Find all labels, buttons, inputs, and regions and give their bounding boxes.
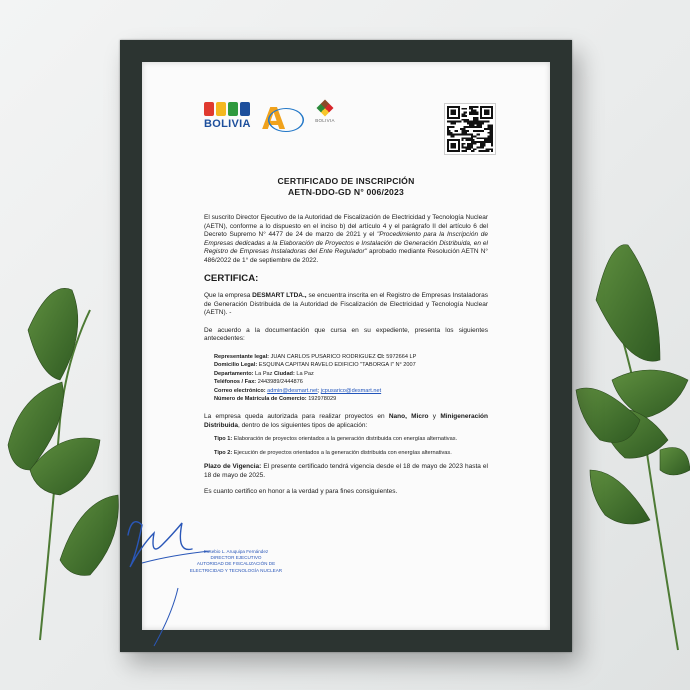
signer-org-2: ELECTRICIDAD Y TECNOLOGÍA NUCLEAR <box>189 567 283 573</box>
department-row: Departamento: La Paz Ciudad: La Paz <box>214 370 314 377</box>
signer-role: DIRECTOR EJECUTIVO <box>210 555 262 561</box>
intro-paragraph: El suscrito Director Ejecutivo de la Autoridad de Fiscalización de Electricidad y Tecnología Nuclear (AETN), conforme a lo dispuesto en el inciso b) del artículo 4 y el parágrafo II del artículo 6 del Decreto Supremo N° 4477 de 24 de marzo de 2021 y el "Procedimiento para la Inscripción de Empresas dedicadas a la Elaboración de Proyectos e Instalación de Generación Distribuida, en el Registro de Empresas Instaladoras del Ente Regulador" aprobado mediante Resolución AETN N° 486/2022 de 1° de septiembre de 2022. <box>204 214 488 264</box>
signer-org-1: AUTORIDAD DE FISCALIZACIÓN DE <box>196 561 276 567</box>
company-name: DESMART LTDA., <box>252 292 307 299</box>
phone-row: Teléfonos / Fax: 2443989/2444876 <box>214 379 303 386</box>
application-types <box>204 436 488 457</box>
documentation-paragraph: De acuerdo a la documentación que cursa en su expediente, presenta los siguientes antecedentes: <box>204 326 488 342</box>
company-details <box>204 353 488 405</box>
closing-paragraph: Es cuanto certifico en honor a la verdad y para fines consiguientes. <box>204 488 398 496</box>
signer-name: Eusebio L. Aruquipa Fernández <box>203 549 269 554</box>
bicentenario-logo <box>310 102 340 123</box>
tipo-2-row: Tipo 2: Ejecución de proyectos orientados a la generación distribuida con energías alternativas. <box>214 449 452 456</box>
bolivia-logo <box>204 102 256 130</box>
left-branch <box>8 288 118 640</box>
aetn-logo: A <box>260 102 300 138</box>
certificate-number: AETN-DDO-GD N° 006/2023 <box>288 187 404 197</box>
registration-row: Número de Matrícula de Comercio: 192978029 <box>214 396 337 403</box>
validity-paragraph: Plazo de Vigencia: El presente certificado tendrá vigencia desde el 18 de mayo de 2023 hasta el 18 de mayo de 2025. <box>204 463 488 479</box>
logo-group <box>204 102 340 138</box>
email-link-admin[interactable]: admin@desmart.net <box>267 387 318 394</box>
address-row: Domicilio Legal: ESQUINA CAPITAN RAVELO EDIFICIO "TABORGA I" N° 2007 <box>214 362 416 369</box>
company-paragraph: Que la empresa DESMART LTDA., se encuentra inscrita en el Registro de Empresas Instaladoras de Generación Distribuida de la Autoridad de Fiscalización de Electricidad y Tecnología Nuclear (AETN). - <box>204 292 488 316</box>
certificate-header <box>204 82 488 144</box>
certificate-title: CERTIFICADO DE INSCRIPCIÓN <box>277 176 415 186</box>
legal-rep-row: Representante legal: JUAN CARLOS PUSARICO RODRIGUEZ CI: 5972664 LP <box>214 353 417 360</box>
bicentenario-logo-text: BOLIVIA <box>315 118 335 123</box>
signature-block <box>176 549 296 574</box>
authorization-paragraph: La empresa queda autorizada para realizar proyectos en Nano, Micro y Minigeneración Distribuida, dentro de los siguientes tipos de aplicación: <box>204 413 488 429</box>
certificate-title-block <box>204 176 488 198</box>
qr-code-icon[interactable] <box>444 103 496 155</box>
email-link-jcpusarico[interactable]: jcpusarico@desmart.net <box>320 387 382 394</box>
tipo-1-row: Tipo 1: Elaboración de proyectos orientados a la generación distribuida con energías alternativas. <box>214 436 458 443</box>
certifica-heading: CERTIFICA: <box>204 273 259 284</box>
email-row: Correo electrónico: admin@desmart.net; jcpusarico@desmart.net <box>214 387 382 394</box>
corner-ink-mark <box>148 584 188 654</box>
right-branch <box>576 245 690 650</box>
bolivia-logo-text: BOLIVIA <box>204 118 251 130</box>
